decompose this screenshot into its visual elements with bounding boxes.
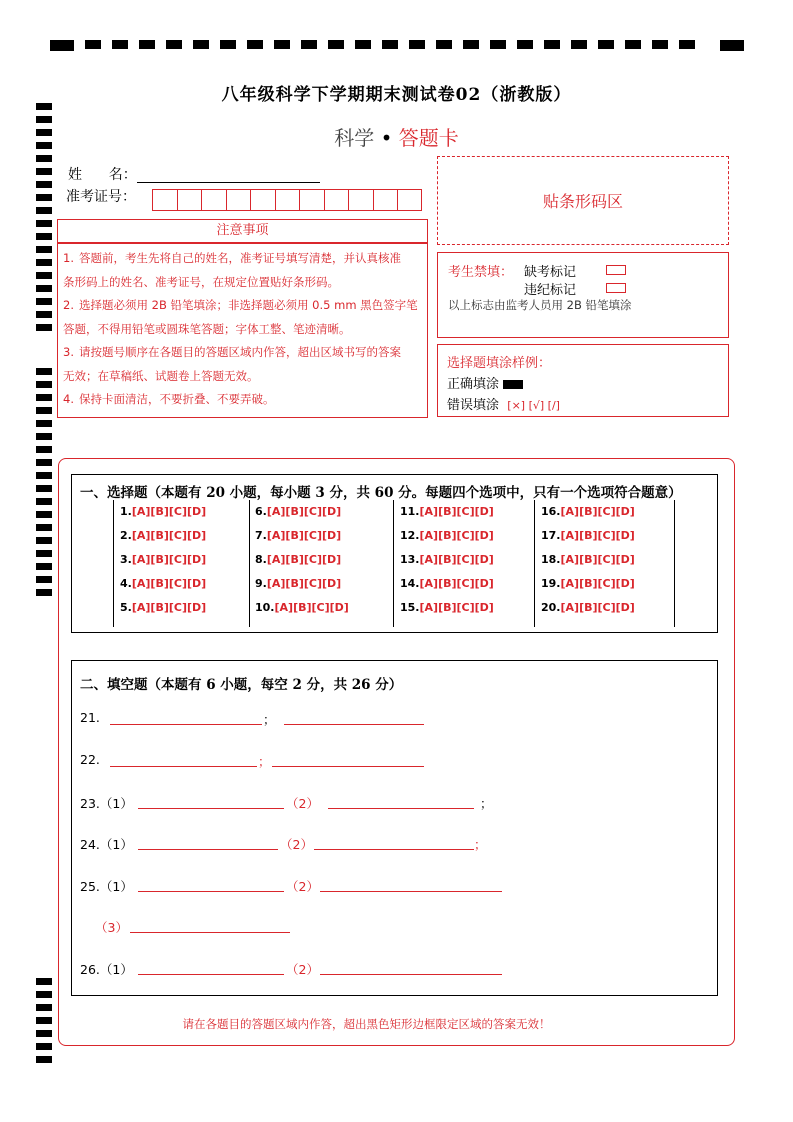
answer-line[interactable] <box>138 849 278 850</box>
timing-mark <box>544 40 560 49</box>
answer-line[interactable] <box>272 766 424 767</box>
absent-mark[interactable] <box>606 265 626 275</box>
timing-mark <box>139 40 155 49</box>
subject-label: 科学 <box>334 126 375 150</box>
filled-mark-icon <box>503 380 523 389</box>
question-23: 23.（1） （2） ； <box>80 796 493 811</box>
choice-section-title: 一、选择题（本题有 20 小题，每小题 3 分，共 60 分。每题四个选项中，只有一个选项符合题意） <box>80 485 682 501</box>
sample-box <box>437 344 729 417</box>
timing-mark <box>625 40 641 49</box>
question-21: 21. ； <box>80 710 720 730</box>
timing-mark <box>301 40 317 49</box>
question-row[interactable]: 14.[A][B][C][D] <box>400 577 494 590</box>
footer-warning: 请在各题目的答题区域内作答，超出黑色矩形边框限定区域的答案无效！ <box>182 1017 551 1031</box>
answer-line[interactable] <box>138 808 284 809</box>
question-row[interactable]: 20.[A][B][C][D] <box>541 601 635 614</box>
notice-box: 1. 答题前，考生先将自己的姓名，准考证号填写清楚，并认真核准 条形码上的姓名、准考证号，在规定位置贴好条形码。 2. 选择题必须用 2B 铅笔填涂；非选择题必须用 0.5 mm 黑色签字笔 答题，不得用铅笔或圆珠笔答题；字体工整、笔迹清晰。 3. 请按题号顺序在各题目的答题区域内作答，超出区域书写的答案 无效；在草稿纸、试题卷上答题无效。 4. 保持卡面清洁，不要折叠、不要弄破。 <box>57 243 428 418</box>
choice-column-1 <box>113 500 249 627</box>
notice-heading: 注意事项 <box>216 223 269 238</box>
ban-box <box>437 252 729 338</box>
violation-label: 违纪标记 <box>524 283 577 298</box>
question-row[interactable]: 12.[A][B][C][D] <box>400 529 494 542</box>
exam-id-grid[interactable] <box>152 189 422 211</box>
timing-mark <box>463 40 479 49</box>
notice-item-1: 答题前，考生先将自己的姓名，准考证号填写清楚，并认真核准 <box>79 251 401 265</box>
subtitle-dot: • <box>380 126 393 150</box>
card-label: 答题卡 <box>398 126 459 150</box>
question-row[interactable]: 3.[A][B][C][D] <box>120 553 207 566</box>
card-subtitle <box>0 122 793 151</box>
notice-item-2: 选择题必须用 2B 铅笔填涂；非选择题必须用 0.5 mm 黑色签字笔 <box>79 298 418 312</box>
timing-mark <box>274 40 290 49</box>
wrong-fill: 错误填涂 [×] [√] [/] <box>447 398 560 413</box>
answer-line[interactable] <box>328 808 474 809</box>
timing-mark <box>112 40 128 49</box>
left-timing-marks <box>36 368 52 602</box>
notice-item-3: 请按题号顺序在各题目的答题区域内作答，超出区域书写的答案 <box>79 345 401 359</box>
answer-line[interactable] <box>130 932 290 933</box>
barcode-label: 贴条形码区 <box>542 192 623 211</box>
timing-mark <box>193 40 209 49</box>
answer-line[interactable] <box>320 974 502 975</box>
notice-heading-box <box>57 219 428 243</box>
barcode-area <box>437 156 729 245</box>
answer-line[interactable] <box>314 849 474 850</box>
correct-fill: 正确填涂 <box>447 373 523 392</box>
question-row[interactable]: 1.[A][B][C][D] <box>120 505 207 518</box>
question-25-part3: （3） <box>95 918 395 938</box>
answer-line[interactable] <box>284 724 424 725</box>
timing-mark <box>355 40 371 49</box>
question-row[interactable]: 8.[A][B][C][D] <box>255 553 342 566</box>
wrong-marks: [×] [√] [/] <box>507 399 560 412</box>
answer-line[interactable] <box>110 724 262 725</box>
question-25: 25.（1） （2） <box>80 877 720 897</box>
timing-mark <box>382 40 398 49</box>
question-row[interactable]: 5.[A][B][C][D] <box>120 601 207 614</box>
choice-column-2 <box>249 500 393 627</box>
timing-mark <box>517 40 533 49</box>
question-row[interactable]: 13.[A][B][C][D] <box>400 553 494 566</box>
answer-line[interactable] <box>110 766 257 767</box>
ban-label: 考生禁填： <box>448 265 514 280</box>
question-row[interactable]: 10.[A][B][C][D] <box>255 601 349 614</box>
fill-section-title: 二、填空题（本题有 6 小题，每空 2 分，共 26 分） <box>80 677 403 693</box>
timing-mark <box>490 40 506 49</box>
timing-mark <box>247 40 263 49</box>
exam-title: 八年级科学下学期期末测试卷02（浙教版） <box>221 85 572 105</box>
timing-mark <box>166 40 182 49</box>
name-label: 姓 名： <box>68 167 137 183</box>
question-row[interactable]: 19.[A][B][C][D] <box>541 577 635 590</box>
question-row[interactable]: 15.[A][B][C][D] <box>400 601 494 614</box>
question-row[interactable]: 6.[A][B][C][D] <box>255 505 342 518</box>
timing-mark <box>679 40 695 49</box>
timing-mark <box>598 40 614 49</box>
question-row[interactable]: 9.[A][B][C][D] <box>255 577 342 590</box>
answer-line[interactable] <box>320 891 502 892</box>
violation-mark[interactable] <box>606 283 626 293</box>
id-label: 准考证号： <box>66 189 136 205</box>
timing-mark <box>50 40 74 51</box>
timing-mark <box>328 40 344 49</box>
sample-label: 选择题填涂样例： <box>447 356 552 371</box>
notice-item-4: 保持卡面清洁，不要折叠、不要弄破。 <box>79 392 275 406</box>
timing-mark <box>652 40 668 49</box>
question-row[interactable]: 18.[A][B][C][D] <box>541 553 635 566</box>
question-26: 26.（1） （2） <box>80 960 720 980</box>
timing-mark <box>85 40 101 49</box>
question-row[interactable]: 2.[A][B][C][D] <box>120 529 207 542</box>
timing-mark <box>409 40 425 49</box>
timing-mark <box>220 40 236 49</box>
timing-mark <box>571 40 587 49</box>
answer-line[interactable] <box>138 974 284 975</box>
answer-line[interactable] <box>138 891 284 892</box>
question-row[interactable]: 11.[A][B][C][D] <box>400 505 494 518</box>
question-22: 22. ； <box>80 752 720 772</box>
question-row[interactable]: 17.[A][B][C][D] <box>541 529 635 542</box>
ban-note: 以上标志由监考人员用 2B 铅笔填涂 <box>448 298 632 312</box>
question-row[interactable]: 7.[A][B][C][D] <box>255 529 342 542</box>
question-row[interactable]: 4.[A][B][C][D] <box>120 577 207 590</box>
question-24: 24.（1） （2） ； <box>80 837 487 852</box>
timing-mark <box>436 40 452 49</box>
absent-label: 缺考标记 <box>524 265 577 280</box>
question-row[interactable]: 16.[A][B][C][D] <box>541 505 635 518</box>
choice-column-4 <box>534 500 675 627</box>
name-field[interactable] <box>137 182 320 183</box>
choice-column-3 <box>393 500 534 627</box>
timing-mark <box>720 40 744 51</box>
